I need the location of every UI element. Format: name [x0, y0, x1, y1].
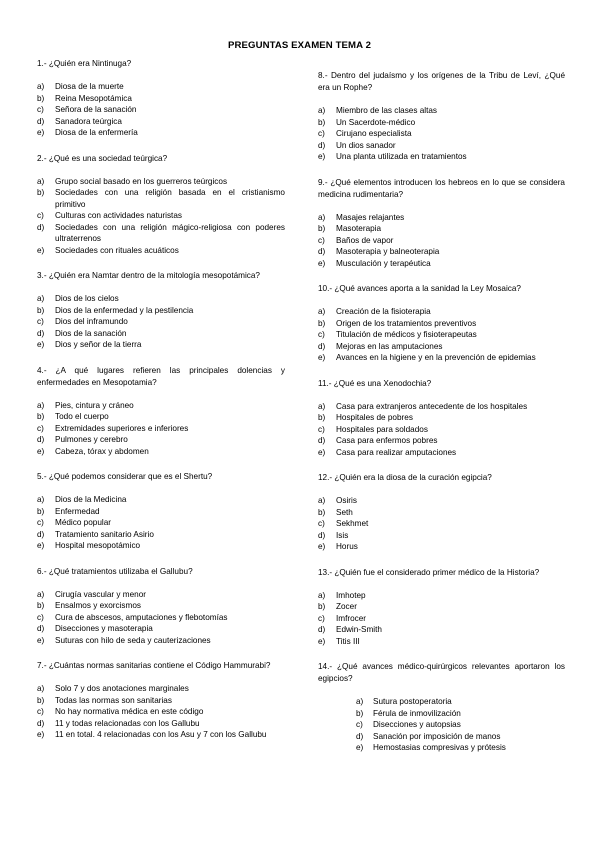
- options-list: [37, 494, 285, 552]
- option-text: Casa para realizar amputaciones: [336, 447, 457, 457]
- option-item: [318, 731, 565, 743]
- option-item: [318, 447, 565, 459]
- option-letter: c): [37, 612, 44, 622]
- options-list: [37, 81, 285, 139]
- option-item: [37, 293, 285, 305]
- option-letter: b): [37, 601, 45, 610]
- option-item: [37, 116, 285, 128]
- question-text: 13.- ¿Quién fue el considerado primer médico de la Historia?: [318, 567, 540, 577]
- option-text: Hospitales para soldados: [336, 424, 428, 434]
- option-letter: e): [356, 743, 364, 752]
- option-item: [37, 176, 285, 188]
- option-item: [318, 518, 565, 530]
- option-item: [318, 435, 565, 447]
- option-item: [37, 540, 285, 552]
- option-letter: e): [37, 128, 45, 137]
- option-text: Cirugía vascular y menor: [55, 589, 147, 599]
- option-item: [318, 235, 565, 247]
- option-letter: e): [318, 542, 326, 551]
- option-text: Isis: [336, 530, 349, 540]
- option-letter: d): [318, 140, 326, 150]
- option-item: [37, 494, 285, 506]
- question-text: 8.- Dentro del judaísmo y los orígenes de la Tribu de Leví, ¿Qué era un Rophe?: [318, 71, 565, 92]
- option-letter: b): [318, 117, 326, 127]
- option-text: Todas las normas son sanitarias: [55, 695, 172, 705]
- option-text: Creación de la fisioterapia: [336, 307, 431, 316]
- option-item: [318, 140, 565, 152]
- option-text: Disecciones y masoterapia: [55, 624, 153, 633]
- option-item: [37, 434, 285, 446]
- option-letter: a): [318, 307, 326, 316]
- option-text: Baños de vapor: [336, 235, 394, 245]
- option-text: Edwin-Smith: [336, 625, 382, 634]
- option-item: [318, 601, 565, 613]
- option-item: [318, 258, 565, 270]
- option-text: Osiris: [336, 496, 357, 505]
- option-letter: a): [37, 495, 45, 504]
- option-letter: d): [318, 625, 326, 634]
- option-text: Ensalmos y exorcismos: [55, 601, 141, 610]
- option-item: [37, 210, 285, 222]
- option-text: Dios de la enfermedad y la pestilencia: [55, 305, 194, 315]
- question-1: [37, 58, 285, 139]
- option-letter: e): [37, 730, 45, 739]
- option-letter: b): [37, 506, 45, 516]
- option-letter: c): [356, 720, 363, 729]
- option-item: [37, 222, 285, 245]
- option-letter: b): [318, 602, 326, 611]
- option-item: [37, 400, 285, 412]
- option-letter: d): [318, 341, 326, 351]
- option-text: 11 en total. 4 relacionadas con los Asu y 7 con los Gallubu: [55, 730, 267, 739]
- option-letter: d): [37, 435, 45, 444]
- option-text: Férula de inmovilización: [373, 708, 461, 718]
- option-item: [37, 104, 285, 116]
- document-title: PREGUNTAS EXAMEN TEMA 2: [227, 40, 372, 51]
- option-letter: b): [356, 708, 364, 718]
- option-letter: e): [318, 447, 326, 457]
- option-item: [318, 105, 565, 117]
- option-text: 11 y todas relacionadas con los Gallubu: [55, 718, 200, 728]
- option-item: [37, 729, 285, 741]
- option-item: [318, 306, 565, 318]
- option-letter: d): [37, 116, 45, 126]
- option-item: [318, 329, 565, 341]
- option-letter: a): [318, 106, 326, 115]
- option-letter: a): [356, 697, 364, 706]
- option-text: Pulmones y cerebro: [55, 435, 128, 444]
- option-item: [318, 742, 565, 754]
- option-text: Titis III: [336, 636, 360, 646]
- options-list: [318, 696, 565, 754]
- option-text: Médico popular: [55, 518, 111, 527]
- option-text: Disecciones y autopsias: [373, 720, 461, 729]
- option-text: Masajes relajantes: [336, 212, 405, 222]
- option-text: Culturas con actividades naturistas: [55, 211, 182, 220]
- option-item: [318, 318, 565, 330]
- option-text: Extremidades superiores e inferiores: [55, 423, 189, 433]
- option-text: Mejoras en las amputaciones: [336, 341, 443, 351]
- option-letter: c): [318, 235, 325, 245]
- options-list: [318, 105, 565, 163]
- option-letter: b): [37, 412, 45, 421]
- option-text: Sanadora teúrgica: [55, 116, 122, 126]
- option-text: Cirujano especialista: [336, 129, 412, 138]
- option-letter: b): [318, 318, 326, 328]
- option-item: [37, 81, 285, 93]
- option-item: [318, 212, 565, 224]
- question-text: 6.- ¿Qué tratamientos utilizaba el Gallubu?: [37, 566, 193, 576]
- option-text: Un Sacerdote-médico: [336, 117, 416, 127]
- options-list: [37, 176, 285, 257]
- question-text: 7.- ¿Cuántas normas sanitarias contiene el Código Hammurabi?: [37, 661, 271, 670]
- option-letter: d): [37, 222, 45, 232]
- option-item: [318, 352, 565, 364]
- option-item: [37, 411, 285, 423]
- option-item: [37, 612, 285, 624]
- option-item: [37, 423, 285, 435]
- option-letter: b): [37, 93, 45, 103]
- option-text: Musculación y terapéutica: [336, 258, 431, 268]
- option-text: Casa para extranjeros antecedente de los hospitales: [336, 401, 528, 411]
- option-text: Masoterapia: [336, 224, 382, 233]
- option-text: Seth: [336, 507, 353, 517]
- option-letter: a): [318, 496, 326, 505]
- question-4: [37, 365, 285, 458]
- option-letter: d): [37, 328, 45, 338]
- option-item: [37, 623, 285, 635]
- option-letter: e): [37, 245, 45, 255]
- option-letter: c): [318, 519, 325, 528]
- option-letter: c): [318, 613, 325, 623]
- option-item: [318, 495, 565, 507]
- option-letter: c): [37, 707, 44, 716]
- option-item: [318, 696, 565, 708]
- option-item: [37, 93, 285, 105]
- question-text: 9.- ¿Qué elementos introducen los hebreos en lo que se considera medicina rudimentaria?: [318, 177, 565, 199]
- question-11: [318, 378, 565, 459]
- option-letter: a): [37, 294, 45, 303]
- option-item: [318, 719, 565, 731]
- option-text: Sociedades con una religión mágico-religiosa con poderes ultraterrenos: [55, 222, 285, 243]
- option-text: Tratamiento sanitario Asirio: [55, 529, 154, 539]
- option-text: Todo el cuerpo: [55, 412, 109, 421]
- option-text: Titulación de médicos y fisioterapeutas: [336, 330, 477, 339]
- option-letter: e): [318, 353, 326, 362]
- option-letter: a): [318, 401, 326, 411]
- option-item: [318, 530, 565, 542]
- option-text: Suturas con hilo de seda y cauterizaciones: [55, 635, 211, 645]
- option-text: Diosa de la muerte: [55, 82, 124, 91]
- option-item: [37, 305, 285, 317]
- option-letter: b): [318, 413, 326, 422]
- option-item: [318, 151, 565, 163]
- option-letter: a): [37, 400, 45, 410]
- option-text: Cura de abscesos, amputaciones y flebotomías: [55, 612, 228, 622]
- question-9: [318, 177, 565, 270]
- option-letter: b): [37, 695, 45, 705]
- option-letter: e): [37, 340, 45, 349]
- option-letter: a): [37, 82, 45, 91]
- option-text: Origen de los tratamientos preventivos: [336, 318, 477, 328]
- option-text: Grupo social basado en los guerreros teúrgicos: [55, 176, 228, 186]
- option-text: Señora de la sanación: [55, 105, 137, 114]
- option-text: Enfermedad: [55, 506, 100, 516]
- option-text: Dios de la Medicina: [55, 495, 127, 504]
- option-item: [37, 187, 285, 210]
- option-letter: c): [37, 317, 44, 326]
- option-item: [318, 424, 565, 436]
- option-text: Imhotep: [336, 590, 366, 600]
- option-text: Masoterapia y balneoterapia: [336, 247, 440, 256]
- option-letter: c): [318, 424, 325, 434]
- question-12: [318, 472, 565, 553]
- option-item: [37, 506, 285, 518]
- options-list: [318, 590, 565, 648]
- option-text: Cabeza, tórax y abdomen: [55, 446, 149, 456]
- option-item: [318, 412, 565, 424]
- option-item: [37, 316, 285, 328]
- option-text: Dios de los cielos: [55, 294, 119, 303]
- options-list: [37, 589, 285, 647]
- option-item: [37, 245, 285, 257]
- question-6: [37, 566, 285, 647]
- option-item: [318, 624, 565, 636]
- option-letter: a): [37, 589, 45, 599]
- option-item: [318, 708, 565, 720]
- options-list: [318, 212, 565, 270]
- option-text: Pies, cintura y cráneo: [55, 400, 134, 410]
- option-text: Sutura postoperatoria: [373, 697, 452, 706]
- option-text: Una planta utilizada en tratamientos: [336, 152, 467, 161]
- option-item: [318, 507, 565, 519]
- option-text: No hay normativa médica en este código: [55, 707, 204, 716]
- question-text: 3.- ¿Quién era Namtar dentro de la mitología mesopotámica?: [37, 271, 260, 280]
- option-item: [37, 339, 285, 351]
- option-letter: c): [37, 211, 44, 220]
- options-list: [37, 400, 285, 458]
- option-text: Reina Mesopotámica: [55, 93, 132, 103]
- option-text: Hemostasias compresivas y prótesis: [373, 743, 506, 752]
- option-letter: b): [37, 305, 45, 315]
- options-list: [37, 293, 285, 351]
- question-7: [37, 660, 285, 741]
- question-text: 1.- ¿Quién era Nintinuga?: [37, 59, 132, 68]
- option-letter: d): [37, 718, 45, 728]
- question-10: [318, 283, 565, 364]
- option-item: [318, 117, 565, 129]
- option-letter: e): [318, 636, 326, 646]
- option-letter: a): [37, 176, 45, 186]
- right-column: [318, 70, 565, 754]
- option-item: [318, 613, 565, 625]
- option-text: Diosa de la enfermería: [55, 128, 138, 137]
- option-letter: a): [318, 212, 326, 222]
- option-letter: d): [37, 529, 45, 539]
- option-item: [37, 446, 285, 458]
- option-item: [37, 127, 285, 139]
- option-letter: c): [318, 129, 325, 138]
- options-list: [318, 401, 565, 459]
- option-letter: b): [318, 507, 326, 517]
- question-text: 10.- ¿Qué avances aporta a la sanidad la Ley Mosaica?: [318, 284, 521, 293]
- option-letter: a): [318, 590, 326, 600]
- option-letter: d): [318, 247, 326, 256]
- option-text: Horus: [336, 542, 358, 551]
- option-letter: e): [318, 152, 326, 161]
- option-letter: a): [37, 684, 45, 693]
- option-text: Sekhmet: [336, 519, 369, 528]
- option-text: Sanación por imposición de manos: [373, 731, 501, 741]
- option-item: [318, 401, 565, 413]
- option-text: Avances en la higiene y en la prevención de epidemias: [336, 353, 536, 362]
- question-text: 12.- ¿Quién era la diosa de la curación egipcia?: [318, 473, 492, 482]
- option-text: Un dios sanador: [336, 140, 396, 150]
- question-text: 5.- ¿Qué podemos considerar que es el Shertu?: [37, 472, 213, 481]
- option-letter: b): [37, 188, 45, 197]
- option-text: Hospital mesopotámico: [55, 541, 141, 550]
- question-5: [37, 471, 285, 552]
- options-list: [318, 495, 565, 553]
- option-letter: d): [318, 530, 326, 540]
- option-text: Sociedades con una religión basada en el cristianismo primitivo: [55, 188, 285, 209]
- options-list: [318, 306, 565, 364]
- option-text: Zocer: [336, 602, 357, 611]
- option-letter: c): [318, 330, 325, 339]
- option-letter: e): [37, 446, 45, 456]
- option-text: Dios del inframundo: [55, 317, 128, 326]
- option-item: [37, 706, 285, 718]
- question-13: [318, 567, 565, 648]
- option-letter: e): [318, 258, 326, 268]
- option-item: [37, 589, 285, 601]
- option-item: [37, 695, 285, 707]
- question-text: 2.- ¿Qué es una sociedad teúrgica?: [37, 153, 168, 163]
- option-item: [318, 590, 565, 602]
- option-letter: e): [37, 635, 45, 645]
- option-letter: d): [356, 731, 364, 741]
- option-text: Hospitales de pobres: [336, 413, 413, 422]
- option-letter: d): [318, 436, 326, 445]
- question-3: [37, 270, 285, 351]
- question-text: 14.- ¿Qué avances médico-quirúrgicos relevantes aportaron los egipcios?: [318, 662, 565, 683]
- options-list: [37, 683, 285, 741]
- option-item: [37, 517, 285, 529]
- option-item: [37, 529, 285, 541]
- option-item: [318, 541, 565, 553]
- option-text: Solo 7 y dos anotaciones marginales: [55, 684, 189, 693]
- option-text: Miembro de las clases altas: [336, 106, 438, 115]
- option-text: Dios y señor de la tierra: [55, 340, 142, 349]
- option-text: Sociedades con rituales acuáticos: [55, 245, 179, 255]
- option-item: [318, 246, 565, 258]
- option-letter: c): [37, 423, 44, 433]
- option-letter: c): [37, 105, 44, 114]
- option-item: [37, 600, 285, 612]
- question-14: [318, 661, 565, 754]
- option-letter: b): [318, 224, 326, 233]
- option-item: [318, 636, 565, 648]
- option-item: [37, 635, 285, 647]
- option-text: Casa para enfermos pobres: [336, 436, 438, 445]
- option-item: [37, 718, 285, 730]
- question-2: [37, 153, 285, 257]
- option-letter: c): [37, 518, 44, 527]
- question-text: 11.- ¿Qué es una Xenodochia?: [318, 378, 432, 388]
- question-text: 4.- ¿A qué lugares refieren las principales dolencias y enfermedades en Mesopotamia?: [37, 365, 285, 387]
- option-letter: e): [37, 541, 45, 550]
- option-item: [318, 223, 565, 235]
- option-text: Dios de la sanación: [55, 328, 127, 338]
- option-item: [37, 683, 285, 695]
- left-column: [37, 58, 285, 741]
- option-item: [37, 328, 285, 340]
- option-item: [318, 341, 565, 353]
- option-text: Imfrocer: [336, 613, 367, 623]
- option-letter: d): [37, 624, 45, 633]
- question-8: [318, 70, 565, 163]
- option-item: [318, 128, 565, 140]
